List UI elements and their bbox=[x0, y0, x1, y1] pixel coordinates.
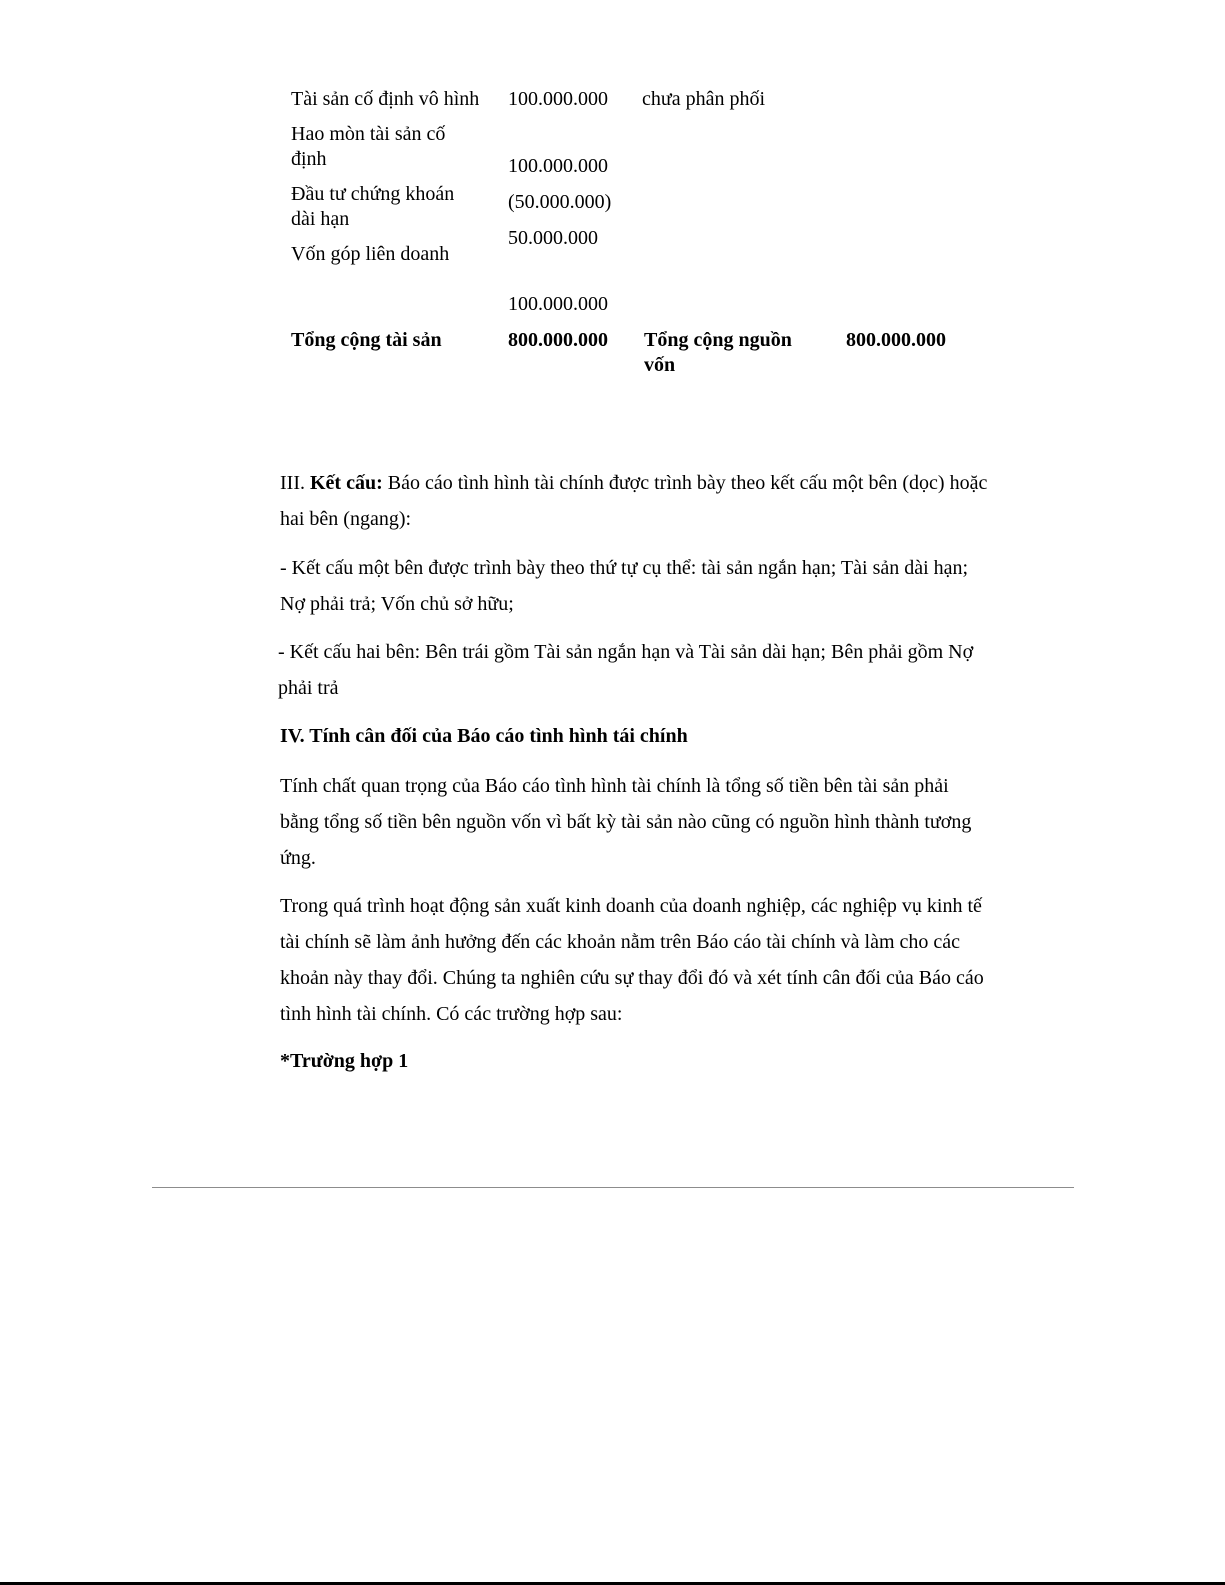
row-undistributed-label: chưa phân phối bbox=[642, 88, 766, 110]
section3-prefix: III. bbox=[280, 472, 310, 494]
section3-heading: Kết cấu: bbox=[309, 472, 383, 494]
section4-para2: Trong quá trình hoạt động sản xuất kinh doanh của doanh nghiệp, các nghiệp vụ kinh tế tài chính sẽ làm ảnh hưởng đến các khoản nằm trên Báo cáo tài chính và làm cho các khoản này thay đổi. Chúng ta nghiên cứu sự thay đổi đó và xét tính cân đối của Báo cáo tình hình tài chính. Có các trường hợp sau: bbox=[280, 895, 984, 1025]
row-securities-label-line2: dài hạn bbox=[291, 208, 350, 230]
row-joint-venture-label: Vốn góp liên doanh bbox=[291, 243, 450, 265]
row-securities-label-line1: Đầu tư chứng khoán bbox=[291, 183, 455, 205]
total-assets-label: Tổng cộng tài sản bbox=[291, 329, 442, 351]
page-divider bbox=[152, 1187, 1074, 1188]
total-sources-label-line1: Tổng cộng nguồn bbox=[644, 329, 792, 351]
row-joint-venture-value-b: 100.000.000 bbox=[508, 293, 608, 315]
row-intangible-assets-label: Tài sản cố định vô hình bbox=[291, 88, 480, 110]
section3-bullet1: - Kết cấu một bên được trình bày theo thứ tự cụ thể: tài sản ngắn hạn; Tài sản dài hạn; Nợ phải trả; Vốn chủ sở hữu; bbox=[280, 557, 969, 615]
total-sources-label-line2: vốn bbox=[644, 354, 676, 376]
section3-text: Báo cáo tình hình tài chính được trình bày theo kết cấu một bên (dọc) hoặc hai bên (ngang): bbox=[280, 472, 988, 530]
row-depreciation-label-line1: Hao mòn tài sản cố bbox=[291, 123, 446, 145]
row-joint-venture-value-a: 50.000.000 bbox=[508, 227, 598, 249]
section3-intro bbox=[280, 465, 992, 537]
row-depreciation-label-line2: định bbox=[291, 148, 327, 170]
section4-heading: IV. Tính cân đối của Báo cáo tình hình tái chính bbox=[280, 725, 688, 747]
section3-bullet2: - Kết cấu hai bên: Bên trái gồm Tài sản ngắn hạn và Tài sản dài hạn; Bên phải gồm Nợ phải trả bbox=[278, 641, 974, 699]
case1-heading: *Trường hợp 1 bbox=[280, 1050, 409, 1072]
row-intangible-assets-value: 100.000.000 bbox=[508, 88, 608, 110]
total-sources-value: 800.000.000 bbox=[846, 329, 946, 351]
total-assets-value: 800.000.000 bbox=[508, 329, 608, 351]
section4-para1: Tính chất quan trọng của Báo cáo tình hình tài chính là tổng số tiền bên tài sản phải bằng tổng số tiền bên nguồn vốn vì bất kỳ tài sản nào cũng có nguồn hình thành tương ứng. bbox=[280, 775, 972, 869]
row-securities-value: (50.000.000) bbox=[508, 191, 612, 213]
row-depreciation-value: 100.000.000 bbox=[508, 155, 608, 177]
